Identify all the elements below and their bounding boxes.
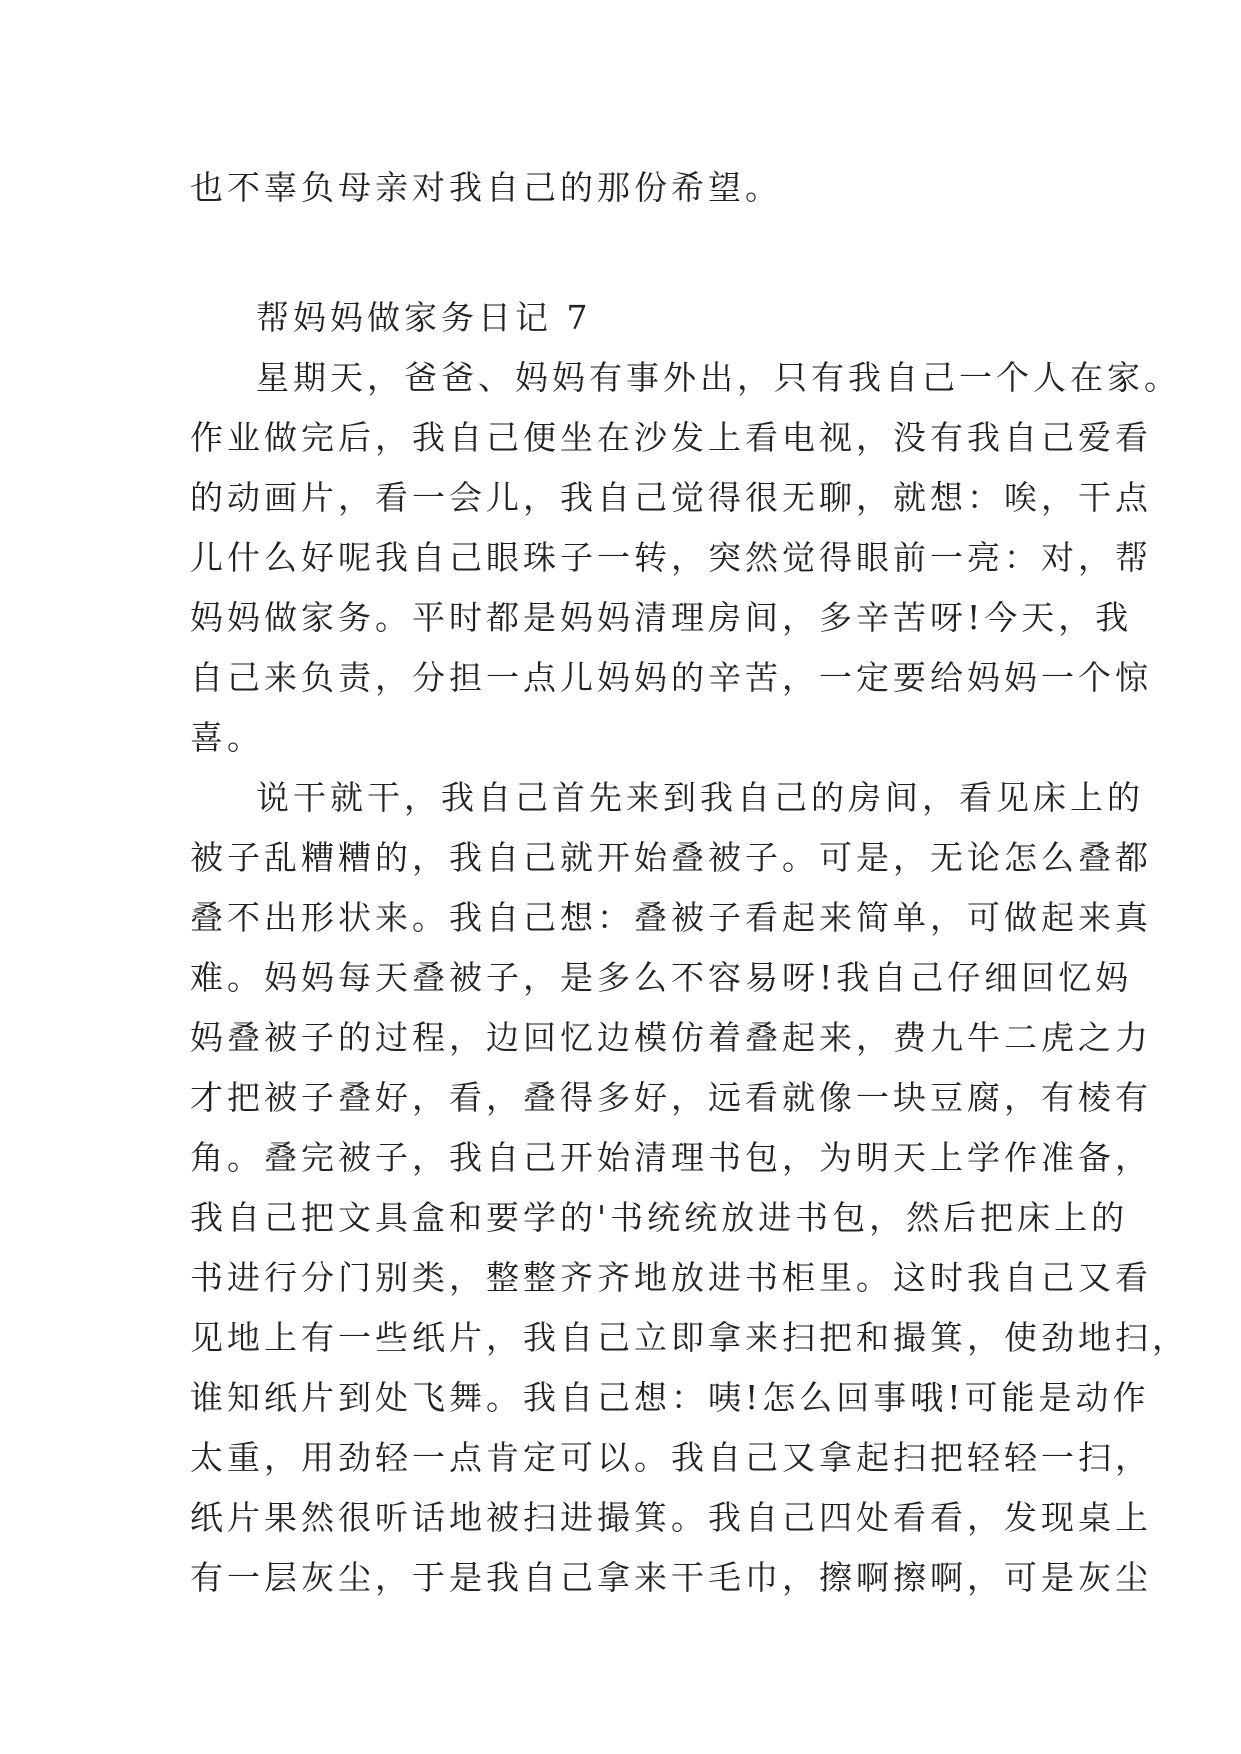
text-line: 被子乱糟糟的，我自己就开始叠被子。可是，无论怎么叠都: [190, 838, 1152, 877]
text-line: 才把被子叠好，看，叠得多好，远看就像一块豆腐，有棱有: [190, 1078, 1152, 1117]
text-line: 见地上有一些纸片，我自己立即拿来扫把和撮箕，使劲地扫，: [190, 1318, 1189, 1357]
text-line: 说干就干，我自己首先来到我自己的房间，看见床上的: [256, 778, 1144, 817]
document-body: [190, 158, 1189, 1608]
text-line: 纸片果然很听话地被扫进撮箕。我自己四处看看，发现桌上: [190, 1498, 1152, 1537]
text-line: 作业做完后，我自己便坐在沙发上看电视，没有我自己爱看: [190, 418, 1152, 457]
text-line: 难。妈妈每天叠被子，是多么不容易呀!我自己仔细回忆妈: [190, 958, 1133, 997]
text-line: 叠不出形状来。我自己想：叠被子看起来简单，可做起来真: [190, 898, 1152, 937]
text-line: 书进行分门别类，整整齐齐地放进书柜里。这时我自己又看: [190, 1258, 1152, 1297]
paragraph-gap: [190, 218, 1050, 288]
section-title: 帮妈妈做家务日记 7: [256, 298, 592, 337]
paragraph-2: [190, 768, 1189, 1608]
text-line: 妈叠被子的过程，边回忆边模仿着叠起来，费九牛二虎之力: [190, 1018, 1152, 1057]
text-line: 角。叠完被子，我自己开始清理书包，为明天上学作准备，: [190, 1138, 1152, 1177]
text-line: 的动画片，看一会儿，我自己觉得很无聊，就想：唉，干点: [190, 478, 1152, 517]
text-line: 儿什么好呢我自己眼珠子一转，突然觉得眼前一亮：对，帮: [190, 538, 1152, 577]
text-line: 谁知纸片到处飞舞。我自己想：咦!怎么回事哦!可能是动作: [190, 1378, 1150, 1417]
text-line: 太重，用劲轻一点肯定可以。我自己又拿起扫把轻轻一扫，: [190, 1438, 1152, 1477]
text-line: 妈妈做家务。平时都是妈妈清理房间，多辛苦呀!今天，我: [190, 598, 1133, 637]
text-line: 星期天，爸爸、妈妈有事外出，只有我自己一个人在家。: [256, 358, 1181, 397]
text-line: 我自己把文具盒和要学的'书统统放进书包，然后把床上的: [190, 1198, 1129, 1237]
paragraph-1: [190, 348, 1181, 768]
text-line: 有一层灰尘，于是我自己拿来干毛巾，擦啊擦啊，可是灰尘: [190, 1558, 1152, 1597]
text-line: 自己来负责，分担一点儿妈妈的辛苦，一定要给妈妈一个惊: [190, 658, 1152, 697]
carryover-line: 也不辜负母亲对我自己的那份希望。: [190, 168, 782, 207]
text-line: 喜。: [190, 718, 264, 757]
